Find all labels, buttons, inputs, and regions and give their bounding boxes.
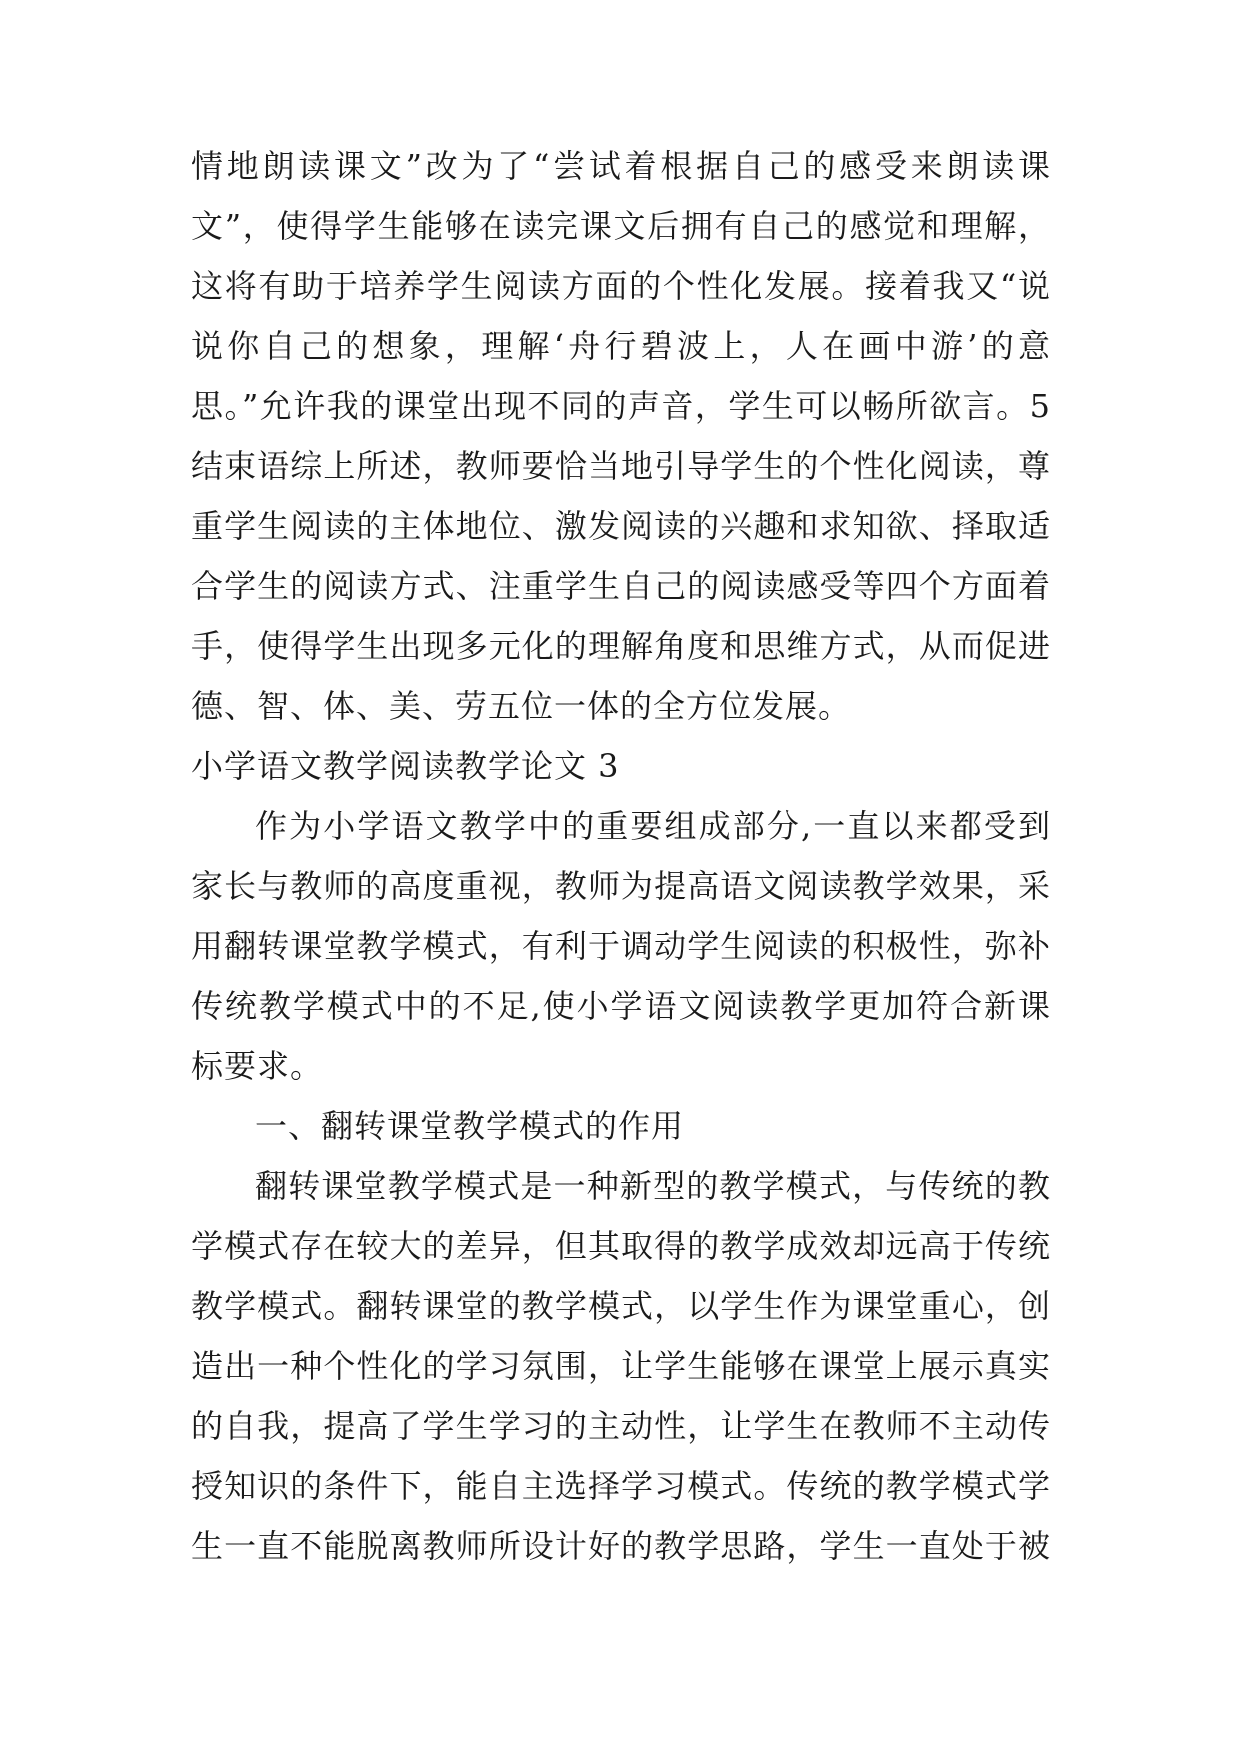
text-line: 说你自己的想象，理解‘舟行碧波上，人在画中游’的意 [191,327,1051,365]
text-line: 作为小学语文教学中的重要组成部分,一直以来都受到 [255,807,1051,845]
text-line: 生一直不能脱离教师所设计好的教学思路，学生一直处于被 [191,1527,1051,1565]
text-line: 授知识的条件下，能自主选择学习模式。传统的教学模式学 [191,1467,1051,1505]
text-line: 合学生的阅读方式、注重学生自己的阅读感受等四个方面着 [191,567,1051,605]
text-line: 标要求。 [191,1047,324,1085]
text-line: 学模式存在较大的差异，但其取得的教学成效却远高于传统 [191,1227,1051,1265]
text-line: 手，使得学生出现多元化的理解角度和思维方式，从而促进 [191,627,1051,665]
text-line: 情地朗读课文”改为了“尝试着根据自己的感受来朗读课 [191,147,1051,185]
text-line: 翻转课堂教学模式是一种新型的教学模式，与传统的教 [255,1167,1051,1205]
text-line: 德、智、体、美、劳五位一体的全方位发展。 [191,687,852,725]
subsection-heading: 一、翻转课堂教学模式的作用 [255,1107,685,1145]
text-line: 用翻转课堂教学模式，有利于调动学生阅读的积极性，弥补 [191,927,1051,965]
text-line: 这将有助于培养学生阅读方面的个性化发展。接着我又“说 [191,267,1051,305]
text-line: 造出一种个性化的学习氛围，让学生能够在课堂上展示真实 [191,1347,1051,1385]
text-line: 的自我，提高了学生学习的主动性，让学生在教师不主动传 [191,1407,1051,1445]
text-line: 重学生阅读的主体地位、激发阅读的兴趣和求知欲、择取适 [191,507,1051,545]
text-line: 结束语综上所述，教师要恰当地引导学生的个性化阅读，尊 [191,447,1051,485]
text-line: 教学模式。翻转课堂的教学模式，以学生作为课堂重心，创 [191,1287,1051,1325]
text-line: 传统教学模式中的不足,使小学语文阅读教学更加符合新课 [191,987,1051,1025]
section-title: 小学语文教学阅读教学论文 3 [191,747,620,785]
text-line: 文”，使得学生能够在读完课文后拥有自己的感觉和理解， [191,207,1051,245]
text-line: 思。”允许我的课堂出现不同的声音，学生可以畅所欲言。5 [191,387,1051,425]
text-line: 家长与教师的高度重视，教师为提高语文阅读教学效果，采 [191,867,1051,905]
document-body [191,136,1051,1576]
